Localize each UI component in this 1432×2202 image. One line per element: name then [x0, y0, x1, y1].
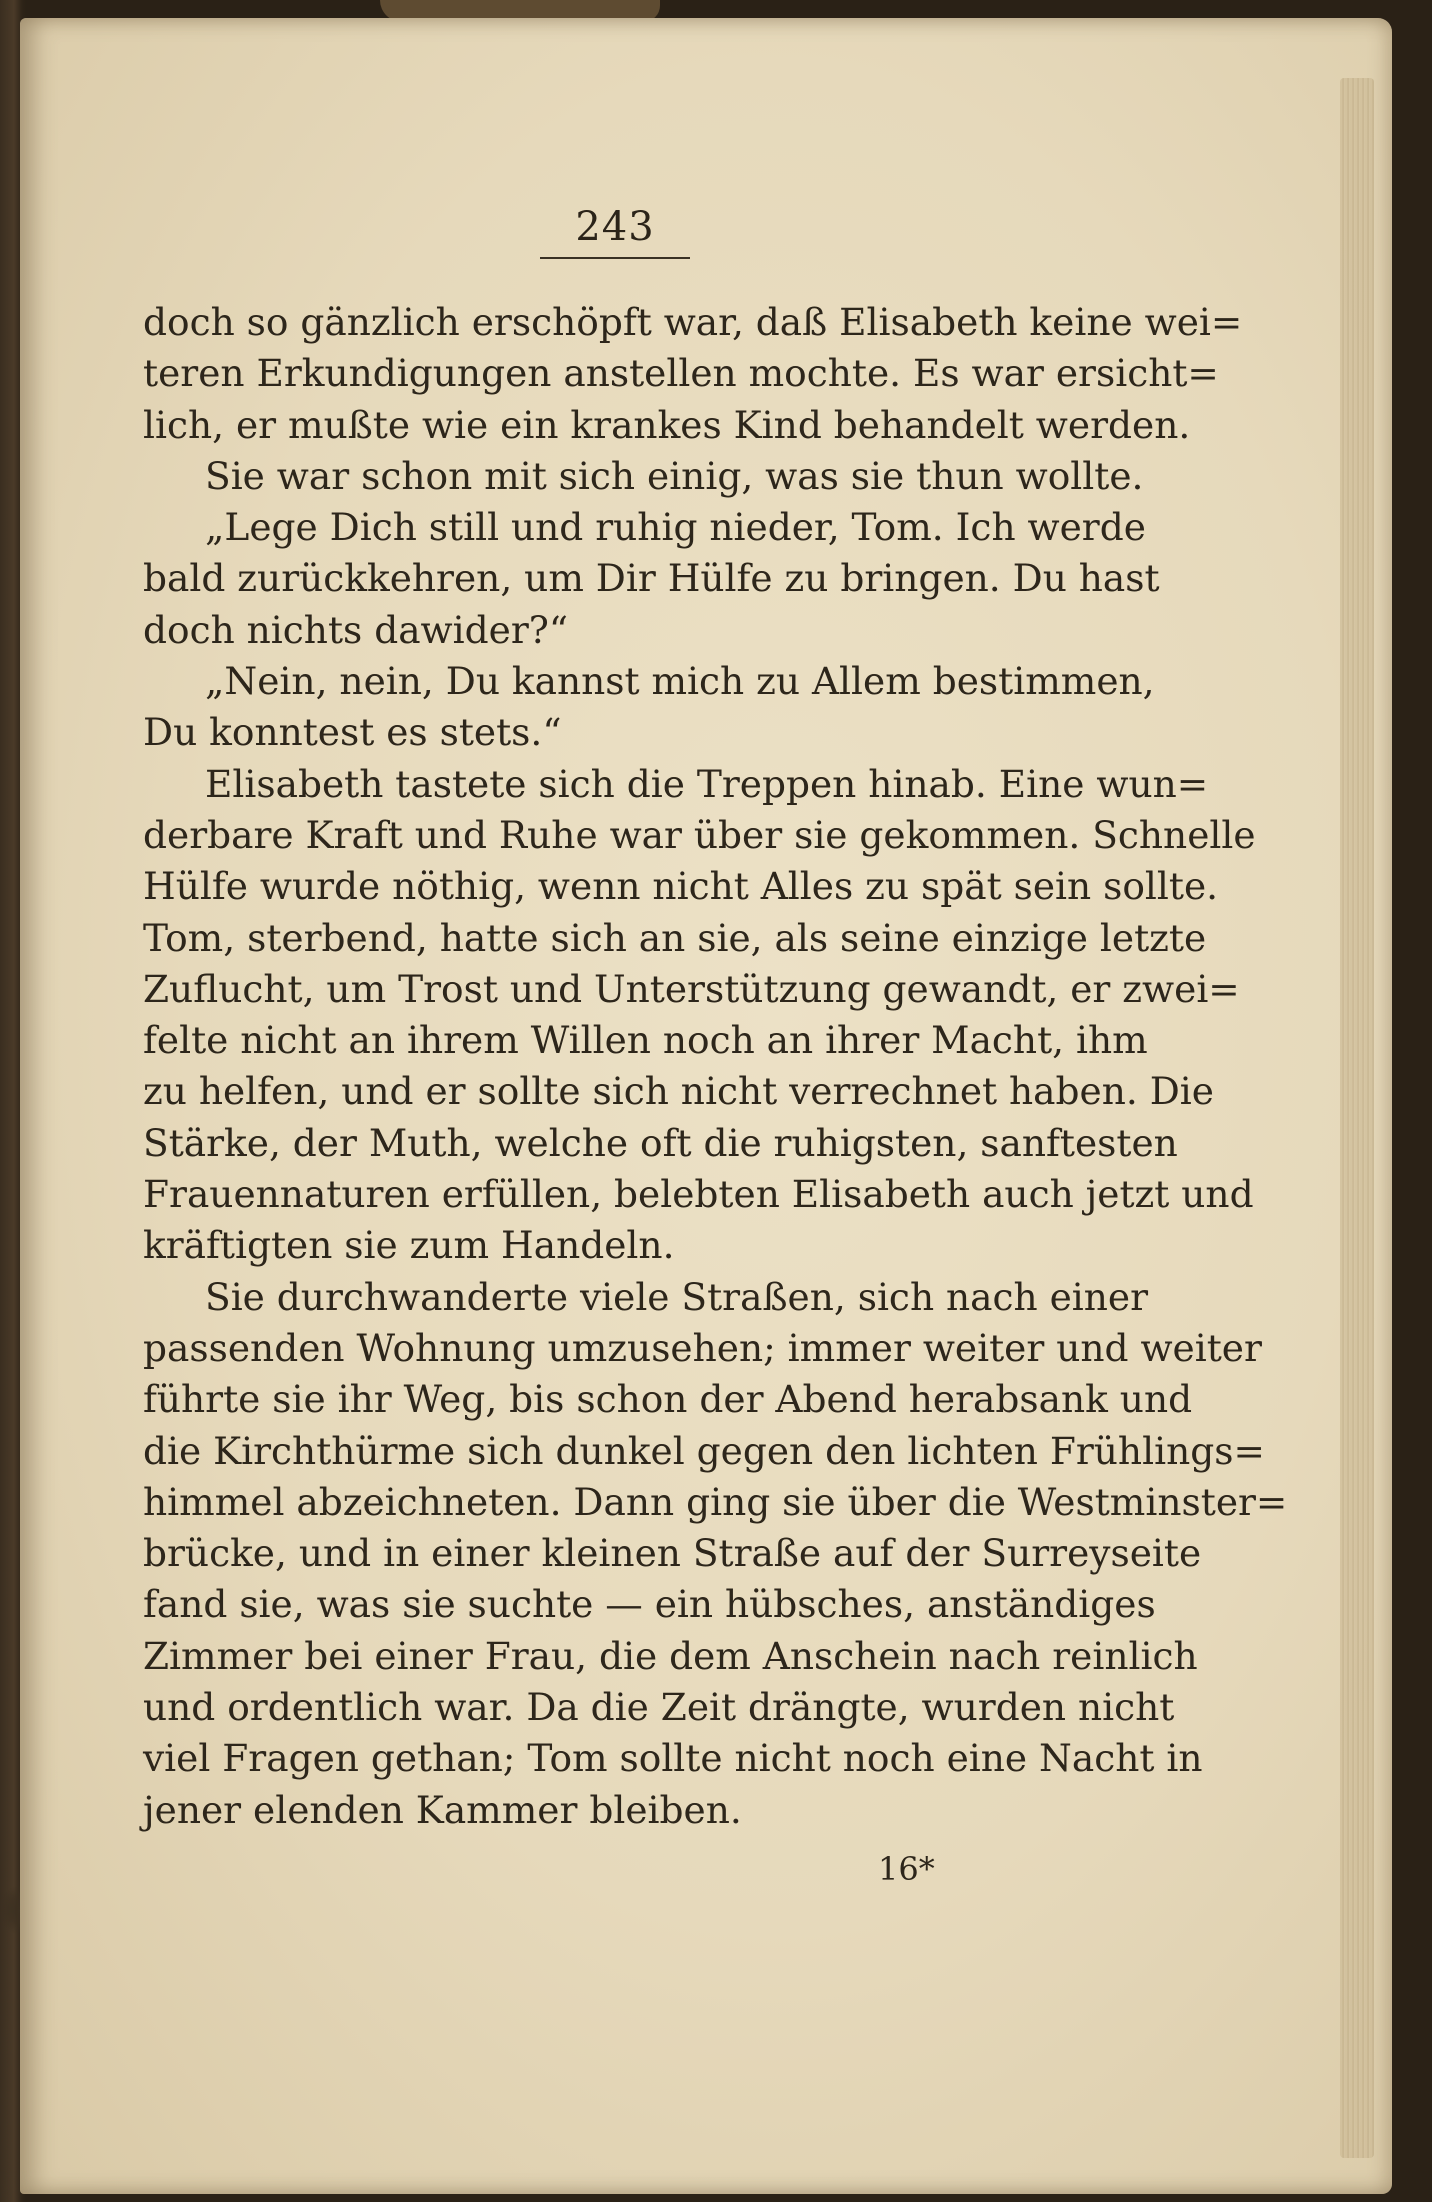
text-line: Zuflucht, um Trost und Unterstützung gewandt, er zwei= [143, 966, 1240, 1011]
text-line: jener elenden Kammer bleiben. [143, 1787, 742, 1832]
text-line: „Lege Dich still und ruhig nieder, Tom. Ich werde [205, 505, 1146, 550]
text-line: derbare Kraft und Ruhe war über sie gekommen. Schnelle [143, 812, 1256, 857]
text-line: Elisabeth tastete sich die Treppen hinab. Eine wun= [205, 761, 1209, 806]
text-line: himmel abzeichneten. Dann ging sie über die Westminster= [143, 1479, 1288, 1524]
header-rule [540, 257, 690, 259]
text-line: fand sie, was sie suchte — ein hübsches, anständiges [143, 1582, 1156, 1627]
text-line: lich, er mußte wie ein krankes Kind behandelt werden. [143, 402, 1191, 447]
text-line: Sie war schon mit sich einig, was sie thun wollte. [205, 453, 1144, 498]
text-line: Zimmer bei einer Frau, die dem Anschein nach reinlich [143, 1633, 1198, 1678]
text-line: zu helfen, und er sollte sich nicht verrechnet haben. Die [143, 1069, 1214, 1114]
text-line: Sie durchwanderte viele Straßen, sich nach einer [205, 1274, 1149, 1319]
text-line: passenden Wohnung umzusehen; immer weiter und weiter [143, 1325, 1262, 1370]
signature-mark: 16* [878, 1850, 935, 1888]
text-line: doch nichts dawider?“ [143, 607, 569, 652]
text-line: Frauennaturen erfüllen, belebten Elisabeth auch jetzt und [143, 1172, 1254, 1217]
text-line: viel Fragen gethan; Tom sollte nicht noch eine Nacht in [143, 1736, 1203, 1781]
text-line: teren Erkundigungen anstellen mochte. Es war ersicht= [143, 351, 1219, 396]
text-line: und ordentlich war. Da die Zeit drängte, wurden nicht [143, 1685, 1175, 1730]
text-line: Du konntest es stets.“ [143, 710, 562, 755]
text-line: felte nicht an ihrem Willen noch an ihrer Macht, ihm [143, 1018, 1148, 1063]
text-line: Stärke, der Muth, welche oft die ruhigsten, sanftesten [143, 1120, 1178, 1165]
text-line: bald zurückkehren, um Dir Hülfe zu bringen. Du hast [143, 556, 1160, 601]
text-line: Tom, sterbend, hatte sich an sie, als seine einzige letzte [143, 915, 1207, 960]
text-line: brücke, und in einer kleinen Straße auf der Surreyseite [143, 1531, 1202, 1576]
body-text [143, 297, 1288, 1836]
text-line: Hülfe wurde nöthig, wenn nicht Alles zu spät sein sollte. [143, 864, 1219, 909]
text-line: „Nein, nein, Du kannst mich zu Allem bestimmen, [205, 659, 1155, 704]
page-header [540, 203, 690, 259]
page-number: 243 [575, 204, 655, 250]
text-line: kräftigten sie zum Handeln. [143, 1223, 675, 1268]
text-line: die Kirchthürme sich dunkel gegen den lichten Frühlings= [143, 1428, 1265, 1473]
text-line: führte sie ihr Weg, bis schon der Abend herabsank und [143, 1377, 1193, 1422]
text-line: doch so gänzlich erschöpft war, daß Elisabeth keine wei= [143, 300, 1243, 344]
page-edges [1340, 78, 1374, 2158]
